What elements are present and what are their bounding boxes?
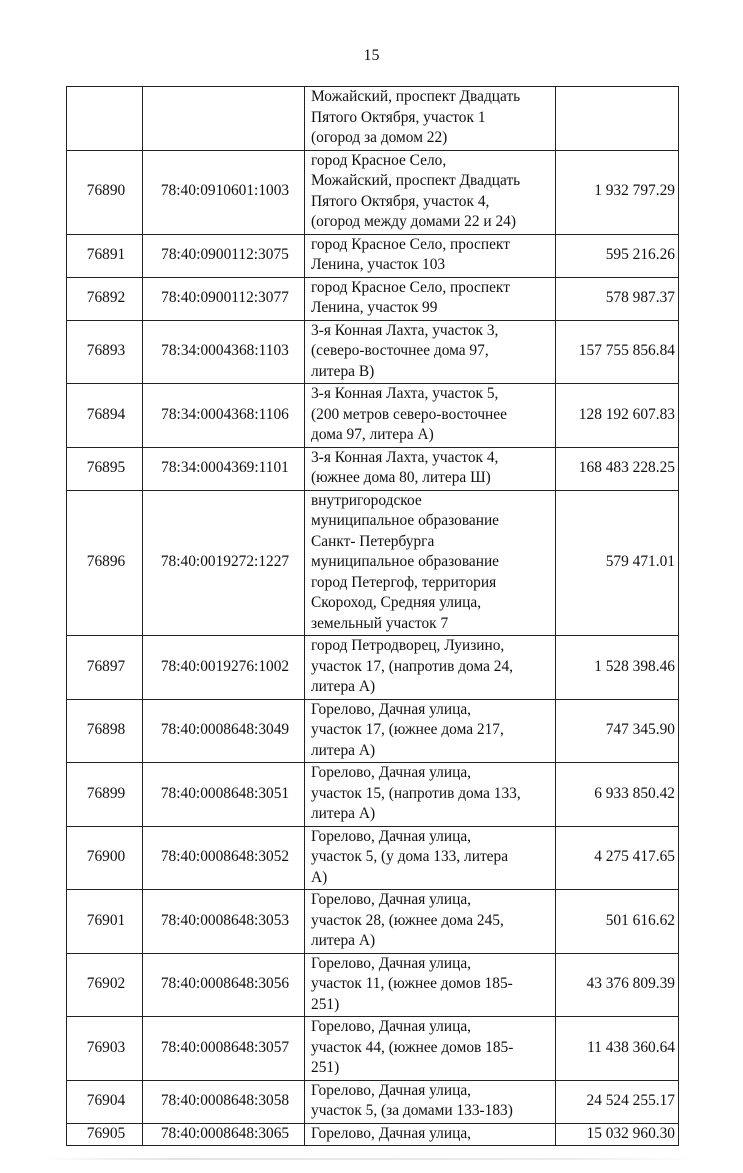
cadastral-number-cell: 78:40:0008648:3053	[143, 890, 305, 954]
cadastral-number-cell: 78:34:0004368:1103	[143, 320, 305, 384]
address-cell	[305, 763, 556, 827]
cadastral-number-cell: 78:40:0008648:3065	[143, 1123, 305, 1146]
cadastral-value-cell: 6 933 850.42	[556, 763, 679, 827]
cadastral-number-cell: 78:40:0019272:1227	[143, 490, 305, 636]
table-row	[67, 384, 679, 448]
address-line: Горелово, Дачная улица,	[311, 1124, 471, 1142]
table-row	[67, 1017, 679, 1081]
cadastral-value-cell	[556, 87, 679, 151]
address-line: 251)	[311, 1059, 340, 1076]
address-line: литера А)	[311, 805, 376, 822]
row-number-cell	[67, 87, 143, 151]
address-line: город Красное Село, проспект	[311, 278, 510, 296]
address-line: участок 5, (за домами 133-183)	[311, 1102, 513, 1119]
address-line: город Красное Село, проспект	[311, 235, 510, 253]
address-line: Ленина, участок 103	[311, 256, 446, 273]
cadastral-value-cell: 747 345.90	[556, 699, 679, 763]
address-line: Можайский, проспект Двадцать	[311, 88, 521, 105]
land-plot-table	[66, 86, 679, 1146]
address-cell	[305, 636, 556, 700]
address-line: Пятого Октября, участок 4,	[311, 192, 490, 210]
address-cell	[305, 1017, 556, 1081]
address-line: участок 5, (у дома 133, литера	[311, 848, 509, 865]
address-line: город Петергоф, территория	[311, 573, 497, 591]
cadastral-value-cell: 11 438 360.64	[556, 1017, 679, 1081]
cadastral-value-cell: 15 032 960.30	[556, 1123, 679, 1146]
address-cell	[305, 384, 556, 448]
address-cell	[305, 447, 556, 490]
row-number-cell: 76890	[67, 150, 143, 234]
table-row	[67, 447, 679, 490]
cadastral-number-cell: 78:40:0019276:1002	[143, 636, 305, 700]
row-number-cell: 76891	[67, 234, 143, 277]
address-cell	[305, 699, 556, 763]
address-line: муниципальное образование	[311, 553, 500, 570]
cadastral-value-cell: 24 524 255.17	[556, 1080, 679, 1123]
cadastral-value-cell: 579 471.01	[556, 490, 679, 636]
table-row	[67, 953, 679, 1017]
address-line: город Красное Село,	[311, 151, 447, 169]
table-row	[67, 234, 679, 277]
cadastral-value-cell: 1 528 398.46	[556, 636, 679, 700]
table-body	[67, 87, 679, 1146]
address-line: участок 17, (южнее дома 217,	[311, 721, 504, 738]
address-line: (200 метров северо-восточнее	[311, 405, 507, 423]
table-row	[67, 490, 679, 636]
row-number-cell: 76902	[67, 953, 143, 1017]
address-cell	[305, 890, 556, 954]
address-line: 3-я Конная Лахта, участок 4,	[311, 448, 499, 466]
address-line: Ленина, участок 99	[311, 299, 438, 316]
table-row	[67, 826, 679, 890]
row-number-cell: 76894	[67, 384, 143, 448]
address-cell	[305, 277, 556, 320]
row-number-cell: 76893	[67, 320, 143, 384]
cadastral-number-cell: 78:40:0008648:3056	[143, 953, 305, 1017]
address-line: Санкт- Петербурга	[311, 532, 435, 550]
address-line: город Петродворец, Луизино,	[311, 637, 505, 654]
cadastral-number-cell: 78:40:0008648:3057	[143, 1017, 305, 1081]
address-line: Горелово, Дачная улица,	[311, 954, 471, 972]
address-line: участок 11, (южнее домов 185-	[311, 975, 513, 992]
scan-edge	[40, 1158, 700, 1160]
cadastral-number-cell	[143, 87, 305, 151]
address-line: Горелово, Дачная улица,	[311, 827, 471, 845]
row-number-cell: 76897	[67, 636, 143, 700]
address-line: Горелово, Дачная улица,	[311, 764, 471, 781]
cadastral-number-cell: 78:40:0900112:3075	[143, 234, 305, 277]
address-line: литера А)	[311, 741, 376, 759]
row-number-cell: 76899	[67, 763, 143, 827]
address-line: (огород между домами 22 и 24)	[311, 213, 517, 230]
address-line: Пятого Октября, участок 1	[311, 108, 486, 126]
row-number-cell: 76892	[67, 277, 143, 320]
address-cell	[305, 150, 556, 234]
address-line: (северо-восточнее дома 97,	[311, 342, 489, 359]
address-line: литера А)	[311, 678, 376, 695]
address-cell	[305, 87, 556, 151]
address-line: участок 17, (напротив дома 24,	[311, 657, 514, 675]
cadastral-value-cell: 595 216.26	[556, 234, 679, 277]
cadastral-number-cell: 78:34:0004369:1101	[143, 447, 305, 490]
cadastral-value-cell: 43 376 809.39	[556, 953, 679, 1017]
address-line: (южнее дома 80, литера Ш)	[311, 469, 491, 486]
cadastral-value-cell: 157 755 856.84	[556, 320, 679, 384]
page-number: 15	[363, 47, 380, 64]
row-number-cell: 76901	[67, 890, 143, 954]
table-row	[67, 699, 679, 763]
row-number-cell: 76898	[67, 699, 143, 763]
address-line: Горелово, Дачная улица,	[311, 891, 471, 908]
address-cell	[305, 320, 556, 384]
cadastral-number-cell: 78:40:0008648:3051	[143, 763, 305, 827]
address-cell	[305, 953, 556, 1017]
address-line: муниципальное образование	[311, 512, 500, 529]
cadastral-value-cell: 1 932 797.29	[556, 150, 679, 234]
address-line: 3-я Конная Лахта, участок 3,	[311, 321, 499, 339]
table-row	[67, 320, 679, 384]
cadastral-number-cell: 78:40:0910601:1003	[143, 150, 305, 234]
address-line: Горелово, Дачная улица,	[311, 1018, 471, 1035]
row-number-cell: 76896	[67, 490, 143, 636]
cadastral-number-cell: 78:40:0008648:3049	[143, 699, 305, 763]
address-line: Можайский, проспект Двадцать	[311, 172, 521, 189]
address-line: участок 15, (напротив дома 133,	[311, 784, 521, 802]
address-cell	[305, 490, 556, 636]
address-cell	[305, 1080, 556, 1123]
table-row	[67, 1123, 679, 1146]
cadastral-value-cell: 501 616.62	[556, 890, 679, 954]
address-cell	[305, 1123, 556, 1146]
row-number-cell: 76905	[67, 1123, 143, 1146]
row-number-cell: 76904	[67, 1080, 143, 1123]
table-row	[67, 150, 679, 234]
address-line: участок 44, (южнее домов 185-	[311, 1038, 514, 1056]
cadastral-number-cell: 78:40:0900112:3077	[143, 277, 305, 320]
address-line: внутригородское	[311, 491, 422, 509]
table-row	[67, 277, 679, 320]
cadastral-number-cell: 78:40:0008648:3052	[143, 826, 305, 890]
address-line: А)	[311, 868, 328, 886]
row-number-cell: 76895	[67, 447, 143, 490]
address-line: Горелово, Дачная улица,	[311, 1081, 471, 1099]
table-row	[67, 890, 679, 954]
cadastral-number-cell: 78:34:0004368:1106	[143, 384, 305, 448]
table-row	[67, 763, 679, 827]
address-line: литера А)	[311, 932, 376, 949]
address-line: 3-я Конная Лахта, участок 5,	[311, 385, 499, 402]
table-row	[67, 636, 679, 700]
address-line: (огород за домом 22)	[311, 129, 448, 146]
address-line: 251)	[311, 995, 340, 1013]
table-row	[67, 1080, 679, 1123]
address-line: Скороход, Средняя улица,	[311, 594, 482, 611]
address-line: дома 97, литера А)	[311, 426, 434, 443]
address-cell	[305, 826, 556, 890]
row-number-cell: 76903	[67, 1017, 143, 1081]
address-cell	[305, 234, 556, 277]
address-line: литера В)	[311, 362, 375, 380]
cadastral-value-cell: 578 987.37	[556, 277, 679, 320]
table-row	[67, 87, 679, 151]
cadastral-number-cell: 78:40:0008648:3058	[143, 1080, 305, 1123]
address-line: Горелово, Дачная улица,	[311, 700, 471, 718]
address-line: земельный участок 7	[311, 614, 449, 632]
address-line: участок 28, (южнее дома 245,	[311, 911, 504, 929]
cadastral-value-cell: 168 483 228.25	[556, 447, 679, 490]
row-number-cell: 76900	[67, 826, 143, 890]
cadastral-value-cell: 128 192 607.83	[556, 384, 679, 448]
cadastral-value-cell: 4 275 417.65	[556, 826, 679, 890]
